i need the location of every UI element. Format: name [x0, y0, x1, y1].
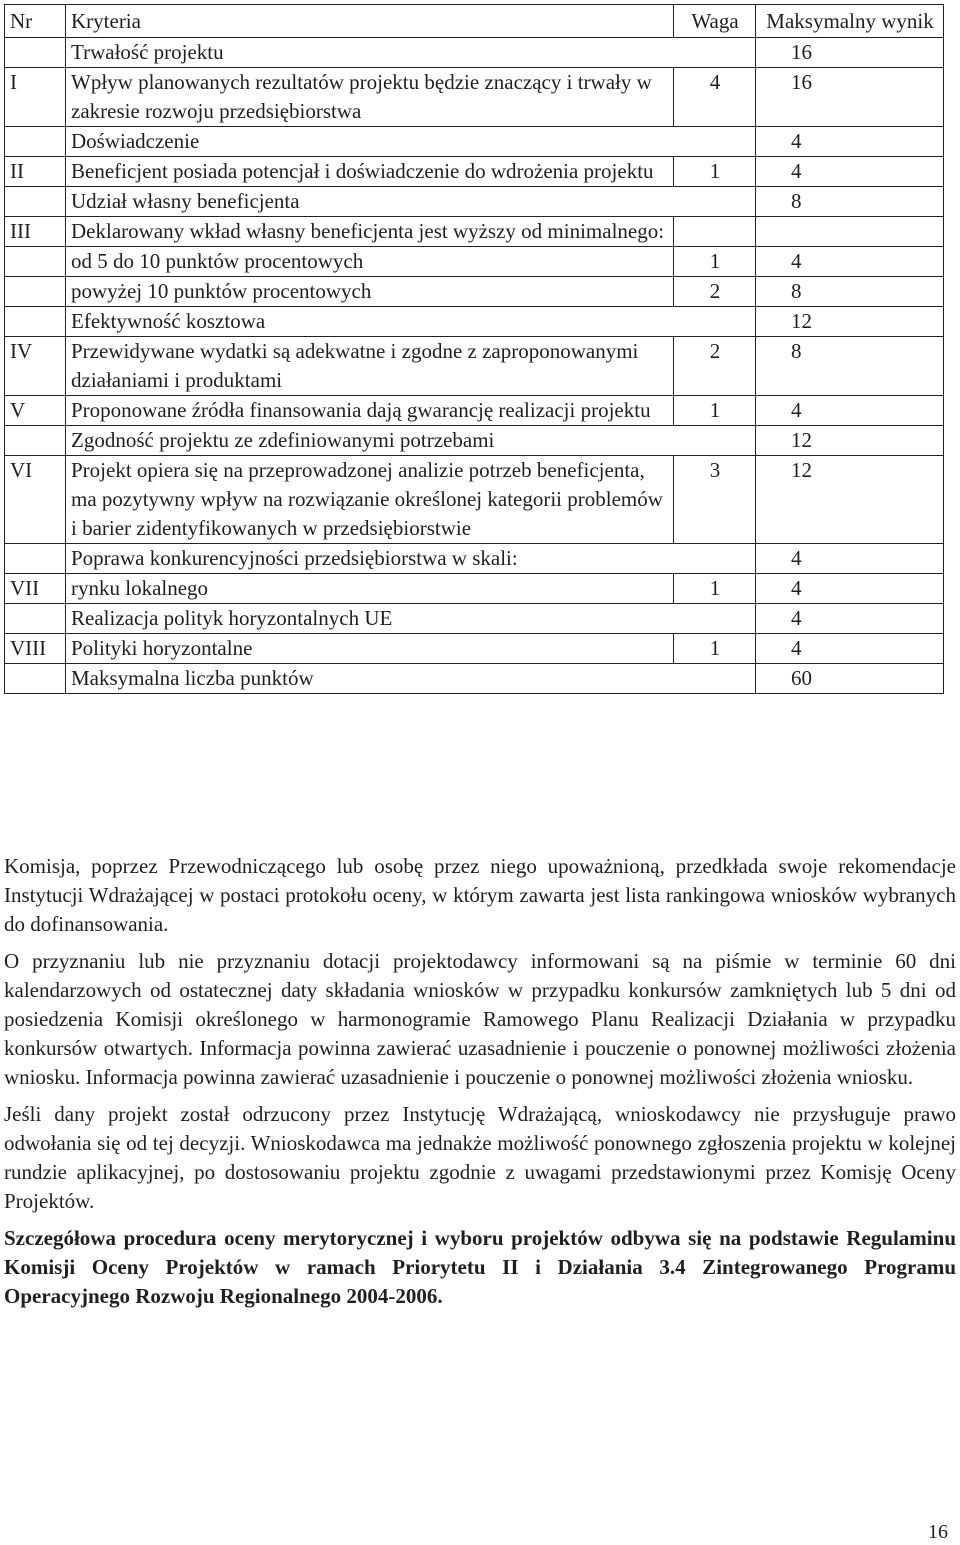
- paragraph-notification: O przyznaniu lub nie przyznaniu dotacji projektodawcy informowani są na piśmie w terminie 60 dni kalendarzowych od ostatecznej daty składania wniosków w przypadku konkursów zamkniętych lub 5 dni od posiedzenia Komisji określonego w harmonogramie Ramowego Planu Realizacji Działania w przypadku konkursów otwartych. Informacja powinna zawierać uzasadnienie i pouczenie o ponownej możliwości złożenia wniosku. Informacja powinna zawierać uzasadnienie i pouczenie o ponownej możliwości złożenia wniosku.: [4, 949, 956, 1089]
- sub-criterion-text: powyżej 10 punktów procentowych: [66, 277, 674, 307]
- paragraph-rejection: Jeśli dany projekt został odrzucony przez Instytucję Wdrażającą, wnioskodawcy nie przysługuje prawo odwołania się od tej decyzji. Wnioskodawca ma jednakże możliwość ponownego zgłoszenia projektu w kolejnej rundzie aplikacyjnej, po dostosowaniu projektu zgodnie z uwagami przedstawionymi przez Komisję Oceny Projektów.: [4, 1102, 956, 1213]
- section-label: Doświadczenie: [66, 127, 756, 157]
- criterion-max-score: 16: [756, 68, 944, 127]
- sub-criterion-text: od 5 do 10 punktów procentowych: [66, 247, 674, 277]
- section-score: 12: [756, 426, 944, 456]
- criterion-row: [5, 157, 944, 187]
- paragraph-commission: Komisja, poprzez Przewodniczącego lub osobę przez niego upoważnioną, przedkłada swoje rekomendacje Instytucji Wdrażającej w postaci protokołu oceny, w którym zawarta jest lista rankingowa wniosków wybranych do dofinansowania.: [4, 854, 956, 936]
- criterion-row: [5, 456, 944, 544]
- criterion-weight: 2: [674, 337, 756, 396]
- criterion-number: I: [5, 68, 66, 127]
- section-row: [5, 664, 944, 694]
- row-number-cell: [5, 544, 66, 574]
- sub-criterion-row: [5, 277, 944, 307]
- criterion-number: VI: [5, 456, 66, 544]
- criterion-number: VII: [5, 574, 66, 604]
- header-nr: Nr: [5, 5, 66, 38]
- row-number-cell: [5, 277, 66, 307]
- section-label: Efektywność kosztowa: [66, 307, 756, 337]
- section-score: 8: [756, 187, 944, 217]
- criterion-text: Deklarowany wkład własny beneficjenta jest wyższy od minimalnego:: [66, 217, 674, 247]
- criterion-weight: [674, 217, 756, 247]
- criterion-number: V: [5, 396, 66, 426]
- page-number: 16: [928, 1521, 948, 1543]
- section-row: [5, 127, 944, 157]
- section-score: 12: [756, 307, 944, 337]
- section-row: [5, 307, 944, 337]
- criterion-text: rynku lokalnego: [66, 574, 674, 604]
- criterion-row: [5, 217, 944, 247]
- table-body: [5, 38, 944, 694]
- sub-criterion-row: [5, 247, 944, 277]
- sub-criterion-max-score: 8: [756, 277, 944, 307]
- section-label: Poprawa konkurencyjności przedsiębiorstwa w skali:: [66, 544, 756, 574]
- criterion-row: [5, 396, 944, 426]
- criterion-text: Beneficjent posiada potencjał i doświadczenie do wdrożenia projektu: [66, 157, 674, 187]
- criterion-text: Proponowane źródła finansowania dają gwarancję realizacji projektu: [66, 396, 674, 426]
- row-number-cell: [5, 664, 66, 694]
- row-number-cell: [5, 426, 66, 456]
- section-label: Udział własny beneficjenta: [66, 187, 756, 217]
- section-row: [5, 604, 944, 634]
- section-row: [5, 544, 944, 574]
- header-max-score: Maksymalny wynik: [756, 5, 944, 38]
- criterion-row: [5, 634, 944, 664]
- row-number-cell: [5, 127, 66, 157]
- section-score: 60: [756, 664, 944, 694]
- table-header-row: [5, 5, 944, 38]
- body-text: [4, 852, 956, 1319]
- evaluation-criteria-table: [4, 4, 944, 694]
- criterion-weight: 1: [674, 634, 756, 664]
- criterion-weight: 1: [674, 574, 756, 604]
- sub-criterion-weight: 1: [674, 247, 756, 277]
- criterion-number: II: [5, 157, 66, 187]
- section-row: [5, 38, 944, 68]
- section-label: Maksymalna liczba punktów: [66, 664, 756, 694]
- section-score: 4: [756, 127, 944, 157]
- criterion-max-score: 12: [756, 456, 944, 544]
- criterion-number: III: [5, 217, 66, 247]
- row-number-cell: [5, 307, 66, 337]
- row-number-cell: [5, 38, 66, 68]
- section-label: Realizacja polityk horyzontalnych UE: [66, 604, 756, 634]
- criterion-row: [5, 574, 944, 604]
- section-label: Zgodność projektu ze zdefiniowanymi potrzebami: [66, 426, 756, 456]
- criterion-weight: 1: [674, 396, 756, 426]
- criterion-text: Projekt opiera się na przeprowadzonej analizie potrzeb beneficjenta, ma pozytywny wpływ na rozwiązanie określonej kategorii problemów i barier zidentyfikowanych w przedsiębiorstwie: [66, 456, 674, 544]
- criterion-weight: 3: [674, 456, 756, 544]
- criterion-number: VIII: [5, 634, 66, 664]
- row-number-cell: [5, 187, 66, 217]
- section-row: [5, 426, 944, 456]
- header-criteria: Kryteria: [66, 5, 674, 38]
- criterion-row: [5, 68, 944, 127]
- criterion-weight: 1: [674, 157, 756, 187]
- section-score: 16: [756, 38, 944, 68]
- row-number-cell: [5, 247, 66, 277]
- row-number-cell: [5, 604, 66, 634]
- sub-criterion-max-score: 4: [756, 247, 944, 277]
- criterion-text: Wpływ planowanych rezultatów projektu będzie znaczący i trwały w zakresie rozwoju przedsiębiorstwa: [66, 68, 674, 127]
- criterion-text: Przewidywane wydatki są adekwatne i zgodne z zaproponowanymi działaniami i produktami: [66, 337, 674, 396]
- criterion-max-score: 4: [756, 634, 944, 664]
- criterion-max-score: [756, 217, 944, 247]
- section-score: 4: [756, 544, 944, 574]
- criterion-max-score: 4: [756, 574, 944, 604]
- criterion-number: IV: [5, 337, 66, 396]
- criterion-text: Polityki horyzontalne: [66, 634, 674, 664]
- section-score: 4: [756, 604, 944, 634]
- criterion-weight: 4: [674, 68, 756, 127]
- criterion-row: [5, 337, 944, 396]
- criterion-max-score: 8: [756, 337, 944, 396]
- sub-criterion-weight: 2: [674, 277, 756, 307]
- criterion-max-score: 4: [756, 157, 944, 187]
- section-label: Trwałość projektu: [66, 38, 756, 68]
- header-weight: Waga: [674, 5, 756, 38]
- section-row: [5, 187, 944, 217]
- paragraph-procedure: Szczegółowa procedura oceny merytorycznej i wyboru projektów odbywa się na podstawie Regulaminu Komisji Oceny Projektów w ramach Priorytetu II i Działania 3.4 Zintegrowanego Programu Operacyjnego Rozwoju Regionalnego 2004-2006.: [4, 1226, 956, 1308]
- criterion-max-score: 4: [756, 396, 944, 426]
